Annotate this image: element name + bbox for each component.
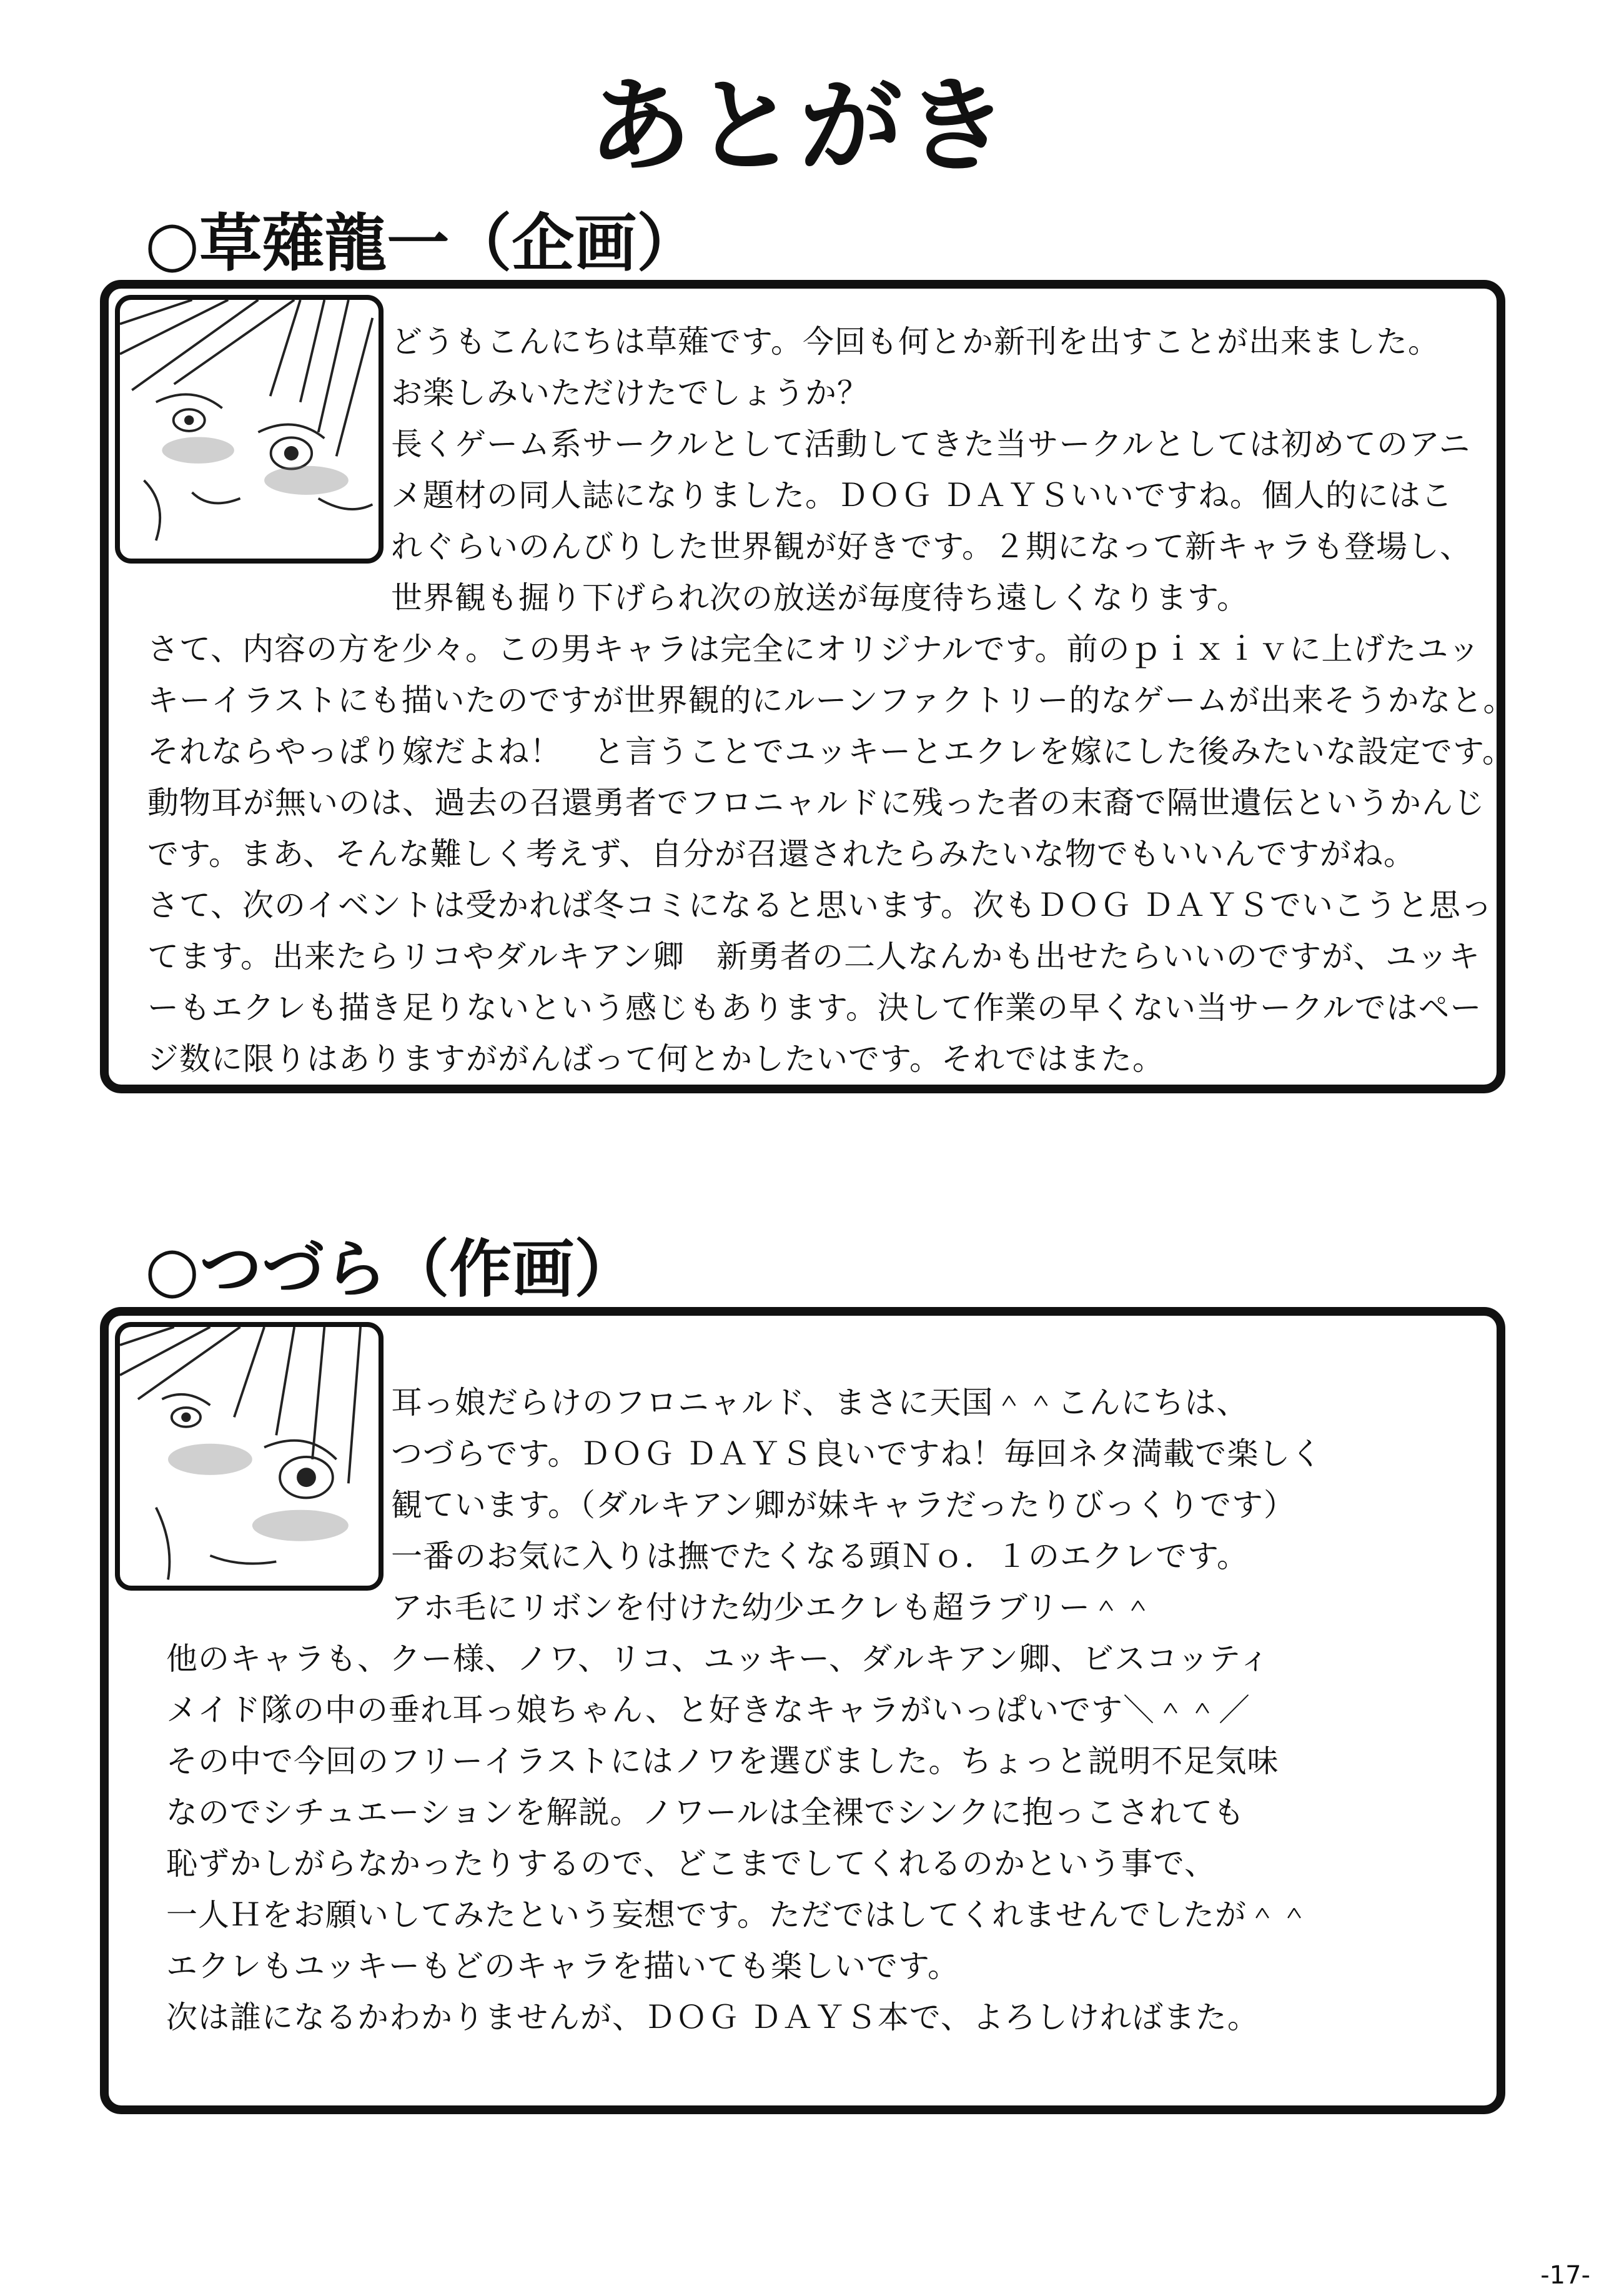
portrait-sketch-1: [120, 300, 379, 559]
text-line: それならやっぱり嫁だよね！ と言うことでユッキーとエクレを嫁にした後みたいな設定です。: [147, 733, 1514, 770]
text-line: エクレもユッキーもどのキャラを描いても楽しいです。: [166, 1948, 959, 1984]
text-line: お楽しみいただけたでしょうか？: [391, 375, 869, 411]
author-portrait-illustration: [115, 1322, 384, 1591]
text-line: 一番のお気に入りは撫でたくなる頭Ｎｏ．１のエクレです。: [391, 1538, 1249, 1574]
section-heading-planning: ○草薙龍一（企画）: [145, 207, 700, 280]
text-line: その中で今回のフリーイラストにはノワを選びました。ちょっと説明不足気味: [166, 1743, 1279, 1779]
afterword-text-body: [166, 1633, 1310, 2043]
page-number: -17-: [1540, 2261, 1590, 2290]
text-line: ーもエクレも描き足りないという感じもあります。決して作業の早くない当サークルではペー: [147, 990, 1482, 1026]
section-heading-art: ○つづら（作画）: [145, 1233, 637, 1306]
text-line: どうもこんにちは草薙です。今回も何とか新刊を出すことが出来ました。: [391, 324, 1440, 360]
text-line: アホ毛にリボンを付けた幼少エクレも超ラブリー＾＾: [391, 1589, 1154, 1626]
text-line: 一人Ｈをお願いしてみたという妄想です。ただではしてくれませんでしたが＾＾: [166, 1897, 1310, 1933]
text-line: 他のキャラも、クー様、ノワ、リコ、ユッキー、ダルキアン卿、ビスコッティ: [166, 1641, 1270, 1677]
text-line: 次は誰になるかわかりませんが、ＤＯＧ ＤＡＹＳ本で、よろしければまた。: [166, 1999, 1259, 2035]
text-line: れぐらいのんびりした世界観が好きです。２期になって新キャラも登場し、: [391, 529, 1472, 565]
text-line: 観ています。（ダルキアン卿が妹キャラだったりびっくりです）: [391, 1487, 1295, 1523]
text-line: てます。出来たらリコやダルキアン卿 新勇者の二人なんかも出せたらいいのですが、ユッキ: [147, 938, 1480, 975]
text-line: さて、内容の方を少々。この男キャラは完全にオリジナルです。前のｐｉｘｉｖに上げたユッ: [147, 631, 1480, 667]
text-line: 恥ずかしがらなかったりするので、どこまでしてくれるのかという事で、: [166, 1846, 1216, 1882]
text-line: キーイラストにも描いたのですが世界観的にルーンファクトリー的なゲームが出来そうかなと。: [147, 682, 1515, 718]
text-line: 動物耳が無いのは、過去の召還勇者でフロニャルドに残った者の末裔で隔世遺伝というかんじ: [147, 785, 1485, 821]
text-line: 耳っ娘だらけのフロニャルド、まさに天国＾＾こんにちは、: [391, 1384, 1249, 1421]
afterword-text-intro: [391, 1377, 1322, 1633]
text-line: 長くゲーム系サークルとして活動してきた当サークルとしては初めてのアニ: [391, 426, 1471, 462]
text-line: メ題材の同人誌になりました。ＤＯＧ ＤＡＹＳいいですね。個人的にはこ: [391, 477, 1453, 514]
page-title: あとがき: [588, 66, 1011, 186]
text-line: です。まあ、そんな難しく考えず、自分が召還されたらみたいな物でもいいんですがね。: [147, 836, 1415, 872]
afterword-box-art: [100, 1307, 1505, 2114]
afterword-text-intro: [391, 316, 1472, 624]
text-line: ジ数に限りはありますががんばって何とかしたいです。それではまた。: [147, 1041, 1164, 1077]
text-line: さて、次のイベントは受かれば冬コミになると思います。次もＤＯＧ ＤＡＹＳでいこうと思っ: [147, 887, 1493, 923]
text-line: 世界観も掘り下げられ次の放送が毎度待ち遠しくなります。: [391, 580, 1249, 616]
portrait-sketch-2: [120, 1327, 379, 1586]
afterword-box-planning: [100, 280, 1515, 1093]
text-line: メイド隊の中の垂れ耳っ娘ちゃん、と好きなキャラがいっぱいです＼＾＾／: [166, 1692, 1250, 1728]
text-line: なのでシチュエーションを解説。ノワールは全裸でシンクに抱っこされても: [166, 1794, 1245, 1831]
text-line: つづらです。ＤＯＧ ＤＡＹＳ良いですね！毎回ネタ満載で楽しく: [391, 1436, 1323, 1472]
author-portrait-illustration: [115, 295, 384, 564]
afterword-text-body: [147, 624, 1515, 1085]
